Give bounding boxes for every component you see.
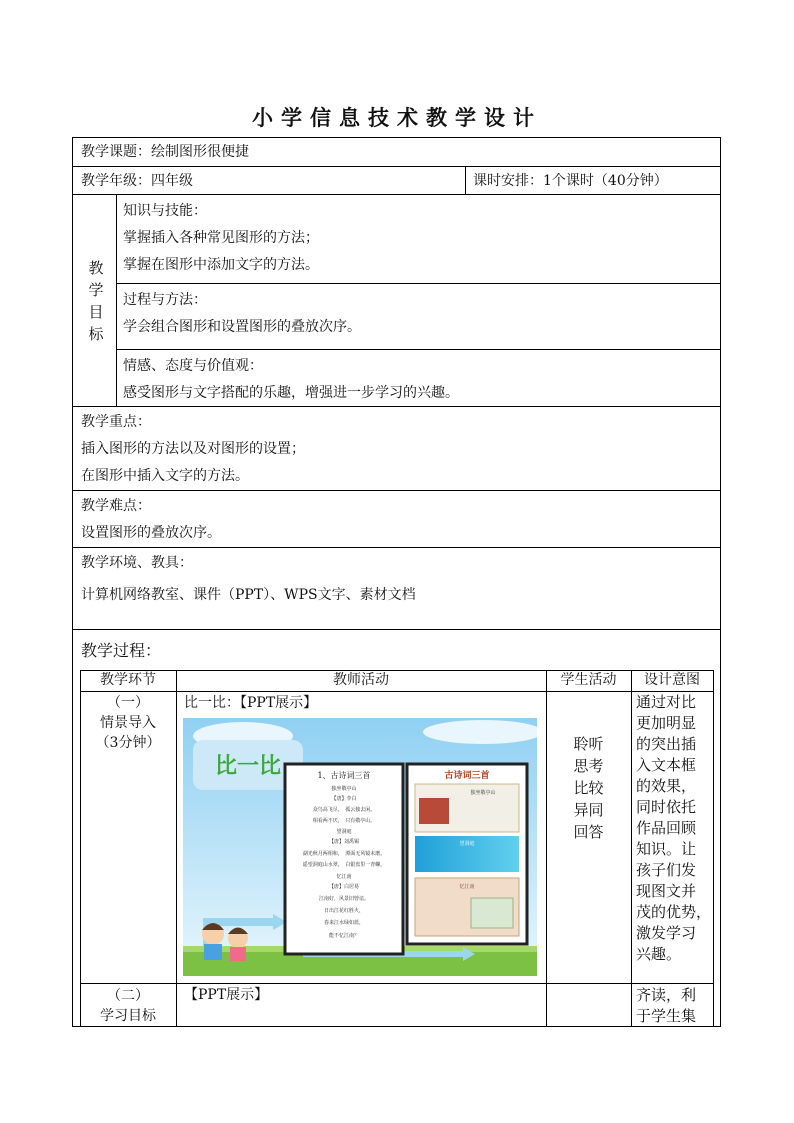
- svg-text:众鸟高飞尽， 孤云独去闲。: 众鸟高飞尽， 孤云独去闲。: [312, 807, 376, 813]
- grade-row: [72, 166, 721, 194]
- difficulties-section: 教学难点： 设置图形的叠放次序。: [72, 490, 721, 547]
- row1-teacher: 比一比：【PPT展示】: [184, 695, 318, 711]
- svg-text:望洞庭: 望洞庭: [336, 829, 352, 835]
- environment-section: 教学环境、教具： 计算机网络教室、课件（PPT）、WPS文字、素材文档: [72, 547, 721, 629]
- row1-student: 聆听 思考 比较 异同 回答: [573, 735, 604, 841]
- svg-text:【唐】刘禹锡: 【唐】刘禹锡: [328, 839, 360, 845]
- row2-stage: （二） 学习目标: [100, 988, 156, 1024]
- topic-row: [72, 137, 721, 166]
- header-stage: 教学环节: [100, 672, 156, 688]
- objectives-label: 教 学 目 标: [88, 259, 104, 343]
- knowledge-block: 知识与技能： 掌握插入各种常见图形的方法； 掌握在图形中添加文字的方法。: [123, 203, 319, 273]
- svg-text:春来江水绿如蓝，: 春来江水绿如蓝，: [323, 920, 365, 926]
- row2-teacher: 【PPT展示】: [184, 987, 269, 1003]
- ppt-slide-graphic: [183, 718, 537, 976]
- header-teacher: 教师活动: [333, 672, 389, 688]
- svg-text:江南好，风景旧曾谙。: 江南好，风景旧曾谙。: [318, 896, 370, 902]
- grade-text: 教学年级：四年级: [81, 173, 193, 189]
- svg-text:忆江南: 忆江南: [336, 874, 352, 880]
- svg-text:湖光秋月两相和， 潭面无风镜未磨。: 湖光秋月两相和， 潭面无风镜未磨。: [302, 851, 386, 857]
- svg-text:独坐敬亭山: 独坐敬亭山: [470, 790, 496, 796]
- emotion-block: 情感、态度与价值观： 感受图形与文字搭配的乐趣，增强进一步学习的兴趣。: [123, 358, 459, 401]
- process-block: 过程与方法： 学会组合图形和设置图形的叠放次序。: [123, 292, 361, 335]
- header-student: 学生活动: [560, 672, 617, 688]
- svg-text:相看两不厌， 只有敬亭山。: 相看两不厌， 只有敬亭山。: [312, 818, 376, 824]
- document-title: 小学信息技术教学设计: [252, 105, 542, 130]
- svg-text:【唐】白居易: 【唐】白居易: [328, 884, 360, 890]
- svg-text:望洞庭: 望洞庭: [459, 841, 475, 847]
- svg-text:独坐敬亭山: 独坐敬亭山: [331, 786, 357, 792]
- svg-text:【唐】李白: 【唐】李白: [331, 796, 357, 802]
- row2-intent: 齐读，利 于学生集: [636, 986, 697, 1025]
- topic-text: 教学课题：绘制图形很便捷: [81, 144, 249, 160]
- svg-text:忆江南: 忆江南: [459, 884, 475, 890]
- svg-text:能不忆江南？: 能不忆江南？: [328, 933, 360, 939]
- svg-text:遥望洞庭山水翠， 白银盘里一青螺。: 遥望洞庭山水翠， 白银盘里一青螺。: [302, 862, 386, 868]
- ppt-banner-text: 比一比: [214, 754, 282, 779]
- schedule-text: 课时安排：1个课时（40分钟）: [473, 173, 668, 189]
- ppt-slide-image: [183, 718, 537, 976]
- header-intent: 设计意图: [644, 672, 700, 688]
- row1-stage: （一） 情景导入 （3分钟）: [95, 695, 161, 751]
- svg-text:1、古诗词三首: 1、古诗词三首: [317, 771, 371, 780]
- process-title: 教学过程：: [81, 641, 162, 660]
- row1-intent: 通过对比 更加明显 的突出插 入文本框 的效果， 同时依托 作品回顾 知识。让 孩子们发 现图文并 茂的优势， 激发学习 兴趣。: [636, 693, 712, 963]
- objectives-section: [72, 194, 721, 406]
- svg-text:日出江花红胜火，: 日出江花红胜火，: [323, 908, 365, 914]
- key-points-section: 教学重点： 插入图形的方法以及对图形的设置； 在图形中插入文字的方法。: [72, 406, 721, 490]
- svg-text:古诗词三首: 古诗词三首: [444, 771, 490, 781]
